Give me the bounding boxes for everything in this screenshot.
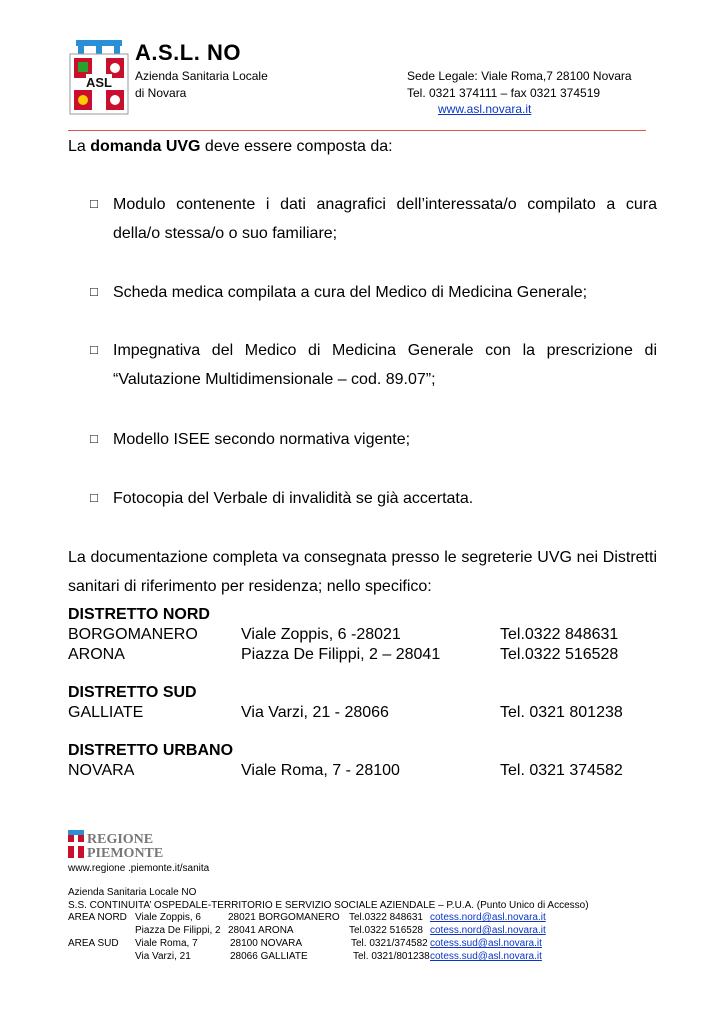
- logo-text: ASL: [86, 75, 112, 90]
- district-phone: Tel. 0321 801238: [500, 704, 623, 721]
- footer-phone: Tel. 0321/801238: [353, 951, 430, 962]
- district-phone: Tel.0322 516528: [500, 646, 619, 663]
- footer-email-link[interactable]: cotess.nord@asl.novara.it: [430, 912, 546, 923]
- list-item: [90, 336, 657, 394]
- footer-city: 28066 GALLIATE: [230, 951, 308, 962]
- org-name-line2: di Novara: [135, 86, 187, 100]
- footer-area: AREA SUD: [68, 938, 119, 949]
- footer-phone: Tel.0322 516528: [349, 925, 423, 936]
- footer-email-link[interactable]: cotess.sud@asl.novara.it: [430, 951, 542, 962]
- footer-email-link[interactable]: cotess.nord@asl.novara.it: [430, 925, 546, 936]
- district-phone: Tel.0322 848631: [500, 626, 619, 643]
- footer-city: 28100 NOVARA: [230, 938, 303, 949]
- district-address: Via Varzi, 21 - 28066: [241, 704, 389, 721]
- footer-phone: Tel. 0321/374582: [351, 938, 428, 949]
- headquarters-phone: Tel. 0321 374111 – fax 0321 374519: [407, 86, 601, 100]
- list-item: [90, 278, 657, 307]
- footer-address: Viale Zoppis, 6: [135, 912, 201, 923]
- district-title-urbano: DISTRETTO URBANO: [68, 742, 234, 759]
- footer-contact-row: [68, 951, 668, 964]
- list-item-text: Modulo contenente i dati anagrafici dell’interessata/o compilato a cura della/o stessa/o o suo familiare;: [113, 196, 657, 242]
- region-url: www.regione .piemonte.it/sanita: [68, 863, 210, 874]
- page-title: A.S.L. NO: [135, 40, 241, 65]
- checkbox-bullet-icon: □: [90, 490, 98, 505]
- district-city: NOVARA: [68, 762, 135, 779]
- intro-bold: domanda UVG: [90, 138, 201, 155]
- header-divider: [68, 130, 646, 131]
- list-item-text: Impegnativa del Medico di Medicina Generale con la prescrizione di “Valutazione Multidimensionale – cod. 89.07”;: [113, 342, 657, 388]
- list-item-text: Fotocopia del Verbale di invalidità se già accertata.: [113, 490, 474, 507]
- footer-area: AREA NORD: [68, 912, 127, 923]
- regione-piemonte-logo: [68, 828, 188, 860]
- footer-phone: Tel.0322 848631: [349, 912, 423, 923]
- list-item: [90, 425, 657, 454]
- region-logo-line2: PIEMONTE: [87, 846, 164, 860]
- list-item-text: Scheda medica compilata a cura del Medico di Medicina Generale;: [113, 284, 588, 301]
- district-address: Piazza De Filippi, 2 – 28041: [241, 646, 441, 663]
- checkbox-bullet-icon: □: [90, 284, 98, 299]
- intro-sentence: La domanda UVG deve essere composta da:: [68, 138, 393, 155]
- list-item-text: Modello ISEE secondo normativa vigente;: [113, 431, 411, 448]
- district-address: Viale Roma, 7 - 28100: [241, 762, 400, 779]
- district-title-nord: DISTRETTO NORD: [68, 606, 210, 623]
- asl-logo: [68, 40, 130, 116]
- district-title-sud: DISTRETTO SUD: [68, 684, 197, 701]
- footer-address: Via Varzi, 21: [135, 951, 191, 962]
- checkbox-bullet-icon: □: [90, 342, 98, 357]
- list-item: [90, 484, 657, 513]
- footer-service-name: S.S. CONTINUITA’ OSPEDALE-TERRITORIO E SERVIZIO SOCIALE AZIENDALE – P.U.A. (Punto Unico di Accesso): [68, 900, 589, 911]
- footer-contact-row: [68, 912, 668, 925]
- footer-address: Piazza De Filippi, 2: [135, 925, 221, 936]
- headquarters-address: Sede Legale: Viale Roma,7 28100 Novara: [407, 69, 632, 83]
- closing-paragraph: La documentazione completa va consegnata presso le segreterie UVG nei Distretti sanitari di riferimento per residenza; nello specifico:: [68, 549, 657, 595]
- website-link[interactable]: www.asl.novara.it: [438, 102, 532, 116]
- checkbox-bullet-icon: □: [90, 431, 98, 446]
- list-item: [90, 190, 657, 248]
- district-address: Viale Zoppis, 6 -28021: [241, 626, 401, 643]
- footer-org-name: Azienda Sanitaria Locale NO: [68, 887, 197, 898]
- footer-city: 28041 ARONA: [228, 925, 294, 936]
- district-phone: Tel. 0321 374582: [500, 762, 623, 779]
- footer-address: Viale Roma, 7: [135, 938, 198, 949]
- district-city: BORGOMANERO: [68, 626, 198, 643]
- org-name-line1: Azienda Sanitaria Locale: [135, 69, 268, 83]
- footer-contact-row: [68, 938, 668, 951]
- footer-city: 28021 BORGOMANERO: [228, 912, 340, 923]
- checkbox-bullet-icon: □: [90, 196, 98, 211]
- footer-email-link[interactable]: cotess.sud@asl.novara.it: [430, 938, 542, 949]
- district-city: ARONA: [68, 646, 125, 663]
- region-logo-line1: REGIONE: [87, 832, 154, 847]
- district-city: GALLIATE: [68, 704, 144, 721]
- footer-contact-row: [68, 925, 668, 938]
